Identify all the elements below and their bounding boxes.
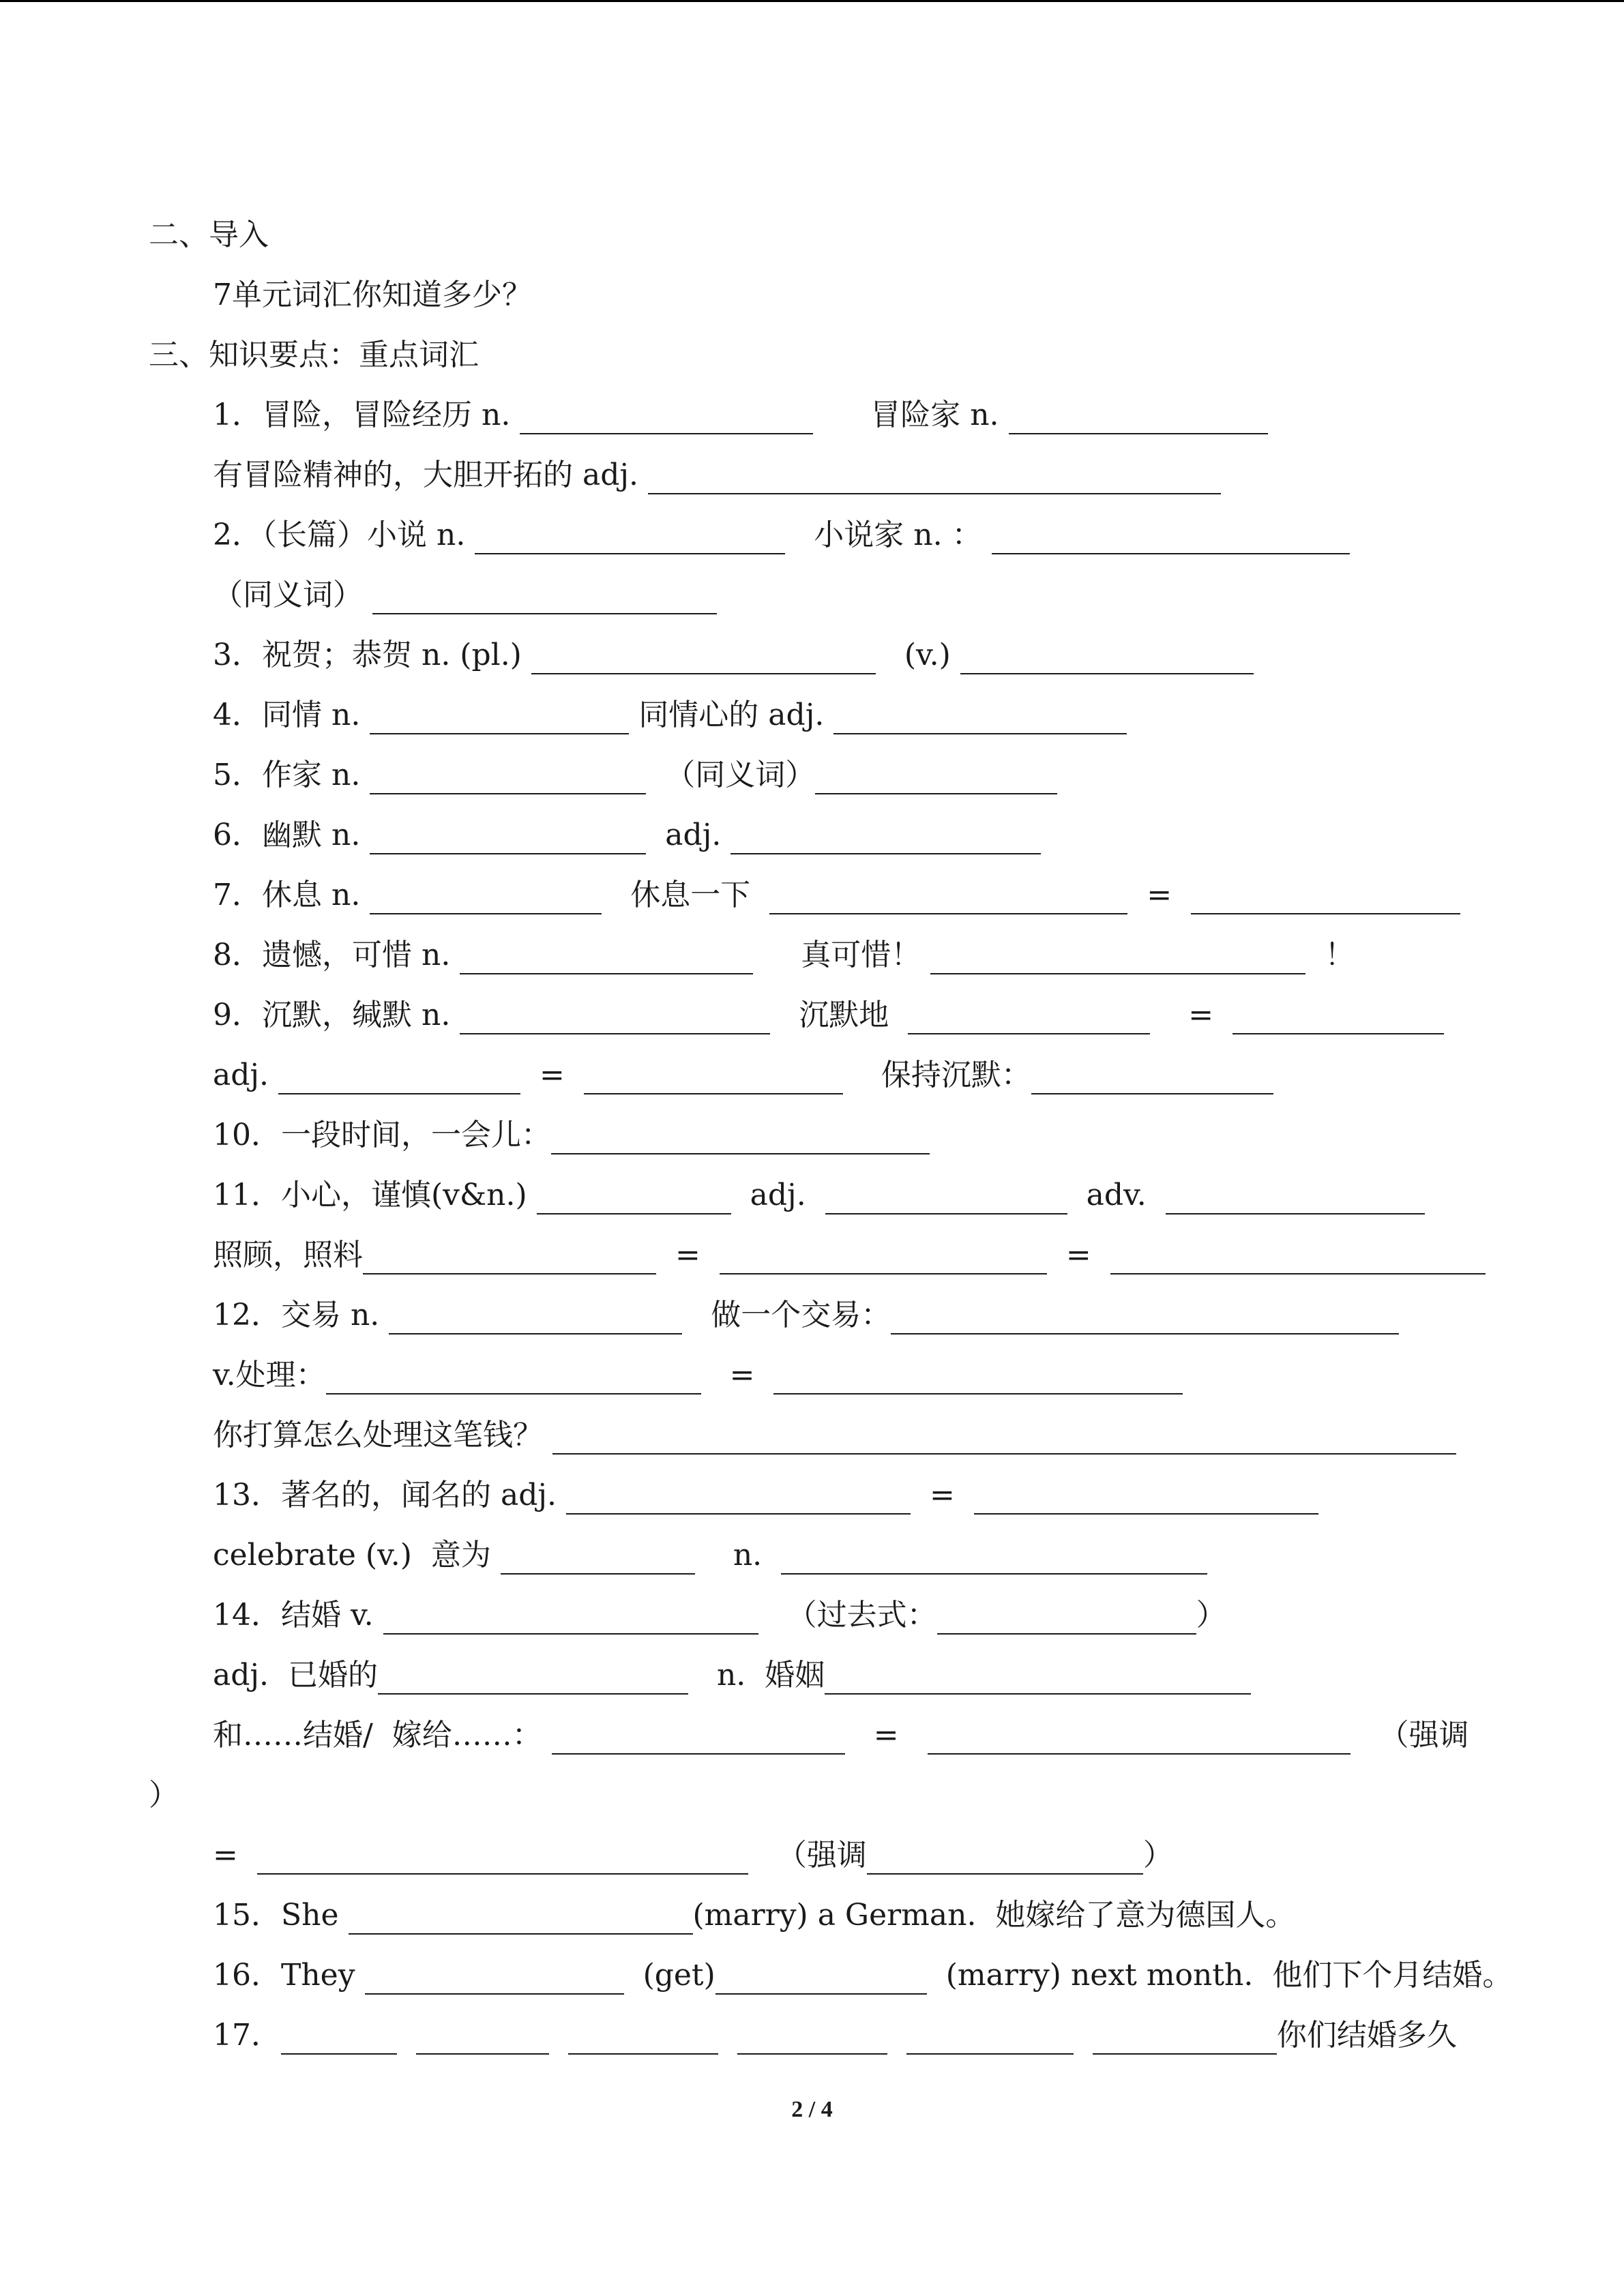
answer-blank[interactable] [815, 793, 1057, 794]
answer-blank[interactable] [370, 913, 602, 914]
item-14-line-1: 14．结婚 v. （过去式： ） [213, 1588, 1226, 1643]
answer-blank[interactable] [908, 1033, 1150, 1034]
answer-blank[interactable] [825, 1213, 1067, 1214]
answer-blank[interactable] [349, 1933, 693, 1935]
answer-blank[interactable] [537, 1213, 731, 1214]
item-14-line-2: adj. 已婚的 n. 婚姻 [213, 1648, 1251, 1703]
item-15: 15．She (marry) a German. 她嫁给了意为德国人。 [213, 1888, 1295, 1943]
intro-text: 7单元词汇你知道多少？ [213, 278, 532, 312]
item-14-line-3: 和……结婚/ 嫁给……： = （强调 [213, 1708, 1469, 1763]
answer-blank[interactable] [833, 733, 1127, 734]
answer-blank[interactable] [906, 2053, 1074, 2055]
item-13-line-2: celebrate (v.) 意为 n. [213, 1528, 1207, 1583]
page-number: 2 / 4 [791, 2097, 833, 2122]
answer-blank[interactable] [974, 1513, 1318, 1515]
top-border [0, 0, 1624, 2]
item-3: 3．祝贺；恭贺 n. (pl.) (v.) [213, 628, 1254, 683]
answer-blank[interactable] [960, 673, 1254, 674]
answer-blank[interactable] [326, 1393, 701, 1395]
item-12-line-2: v.处理： = [213, 1348, 1183, 1403]
answer-blank[interactable] [378, 1693, 688, 1695]
answer-blank[interactable] [648, 493, 1221, 494]
answer-blank[interactable] [891, 1333, 1399, 1335]
answer-blank[interactable] [1110, 1273, 1486, 1274]
item-4: 4．同情 n. 同情心的 adj. [213, 688, 1127, 743]
answer-blank[interactable] [389, 1333, 682, 1335]
answer-blank[interactable] [867, 1873, 1143, 1875]
item-2-line-2: （同义词） [213, 568, 717, 623]
item-8: 8．遗憾，可惜 n. 真可惜！ ！ [213, 928, 1355, 983]
answer-blank[interactable] [781, 1573, 1207, 1575]
answer-blank[interactable] [1031, 1093, 1273, 1094]
answer-blank[interactable] [566, 1513, 911, 1515]
answer-blank[interactable] [460, 973, 753, 974]
answer-blank[interactable] [363, 1273, 656, 1274]
answer-blank[interactable] [383, 1633, 758, 1635]
answer-blank[interactable] [930, 973, 1305, 974]
answer-blank[interactable] [552, 1453, 1456, 1455]
item-12-line-3: 你打算怎么处理这笔钱？ [213, 1408, 1456, 1463]
answer-blank[interactable] [992, 553, 1350, 554]
item-2-line-1: 2．（长篇）小说 n. 小说家 n. ： [213, 508, 1350, 563]
item-10: 10．一段时间，一会儿： [213, 1108, 930, 1163]
answer-blank[interactable] [416, 2053, 549, 2055]
item-11-line-2: 照顾，照料 = = [213, 1228, 1486, 1283]
answer-blank[interactable] [928, 1753, 1350, 1755]
answer-blank[interactable] [825, 1693, 1251, 1695]
answer-blank[interactable] [552, 1753, 845, 1755]
answer-blank[interactable] [1009, 433, 1268, 434]
item-14-line-5: = （强调 ） [213, 1828, 1173, 1883]
item-9-line-2: adj. = 保持沉默： [213, 1048, 1273, 1103]
answer-blank[interactable] [769, 913, 1127, 914]
answer-blank[interactable] [257, 1873, 748, 1875]
item-11-line-1: 11．小心，谨慎(v&n.) adj. adv. [213, 1168, 1425, 1223]
item-16: 16．They (get) (marry) next month. 他们下个月结婚。 [213, 1948, 1512, 2003]
answer-blank[interactable] [281, 2053, 397, 2055]
answer-blank[interactable] [370, 733, 629, 734]
answer-blank[interactable] [460, 1033, 770, 1034]
answer-blank[interactable] [937, 1633, 1196, 1635]
item-6: 6．幽默 n. adj. [213, 808, 1041, 863]
heading-intro: 二、导入 [149, 218, 269, 252]
answer-blank[interactable] [730, 853, 1041, 854]
item-13-line-1: 13．著名的，闻名的 adj. = [213, 1468, 1318, 1523]
item-12-line-1: 12．交易 n. 做一个交易： [213, 1288, 1399, 1343]
answer-blank[interactable] [568, 2053, 718, 2055]
answer-blank[interactable] [737, 2053, 887, 2055]
answer-blank[interactable] [551, 1153, 930, 1154]
answer-blank[interactable] [370, 853, 646, 854]
item-1-line-1: 1．冒险，冒险经历 n. 冒险家 n. [213, 388, 1268, 443]
answer-blank[interactable] [370, 793, 646, 794]
answer-blank[interactable] [1232, 1033, 1444, 1034]
answer-blank[interactable] [1166, 1213, 1425, 1214]
heading-knowledge: 三、知识要点：重点词汇 [149, 338, 479, 372]
item-1-line-2: 有冒险精神的，大胆开拓的 adj. [213, 448, 1221, 503]
item-14-line-4: ） [149, 1778, 179, 1813]
answer-blank[interactable] [520, 433, 813, 434]
answer-blank[interactable] [773, 1393, 1183, 1395]
answer-blank[interactable] [278, 1093, 520, 1094]
answer-blank[interactable] [475, 553, 785, 554]
answer-blank[interactable] [531, 673, 876, 674]
answer-blank[interactable] [720, 1273, 1047, 1274]
answer-blank[interactable] [501, 1573, 695, 1575]
answer-blank[interactable] [584, 1093, 843, 1094]
answer-blank[interactable] [372, 613, 717, 614]
item-5: 5．作家 n. （同义词） [213, 748, 1057, 803]
answer-blank[interactable] [715, 1993, 927, 1995]
item-7: 7．休息 n. 休息一下 = [213, 868, 1460, 923]
answer-blank[interactable] [365, 1993, 624, 1995]
answer-blank[interactable] [1093, 2053, 1277, 2055]
answer-blank[interactable] [1191, 913, 1460, 914]
item-17: 17． 你们结婚多久 [213, 2008, 1457, 2063]
item-9-line-1: 9．沉默，缄默 n. 沉默地 = [213, 988, 1444, 1043]
